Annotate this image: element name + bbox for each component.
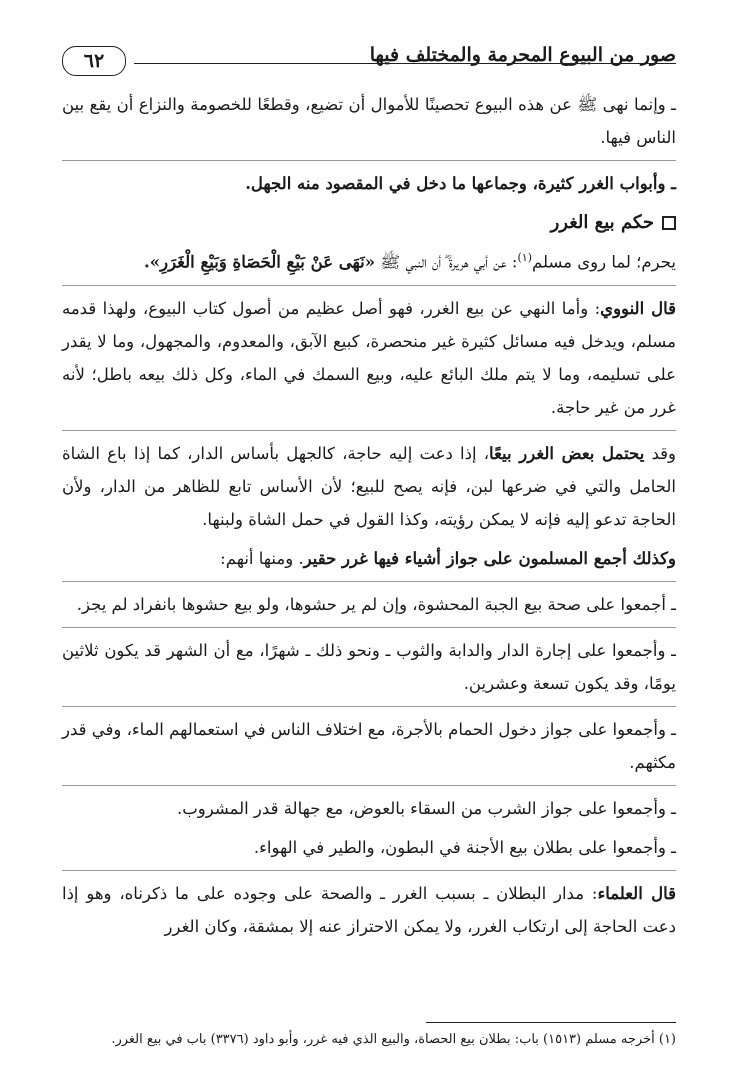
paragraph	[62, 241, 676, 279]
divider	[62, 430, 676, 431]
page-number: ٦٢	[62, 46, 126, 76]
divider	[62, 870, 676, 871]
footnote-reference[interactable]: (١)	[517, 251, 532, 264]
divider	[62, 581, 676, 582]
emphasis: وكذلك أجمع المسلمون على جواز أشياء فيها غرر حقير	[303, 548, 676, 568]
divider	[62, 160, 676, 161]
section-heading	[62, 206, 676, 239]
footnote: (١) أخرجه مسلم (١٥١٣) باب: بطلان بيع الحصاة، والبيع الذي فيه غرر، وأبو داود (٣٣٧٦) باب في بيع الغرر.	[111, 1032, 676, 1047]
scholar-name: قال العلماء	[597, 883, 677, 903]
hadith-quote: «نَهَى عَنْ بَيْعِ الْحَصَاةِ وَبَيْعِ الْغَرَرِ».	[144, 252, 376, 272]
emphasis: يحتمل بعض الغرر بيعًا	[489, 443, 645, 463]
list-item: ـ وأجمعوا على جواز دخول الحمام بالأجرة، مع اختلاف الناس في استعمالهم الماء، وفي قدر مكثهم.	[61, 719, 676, 772]
section-heading-text: حكم بيع الغرر	[550, 212, 654, 233]
square-bullet-icon	[662, 216, 676, 230]
paragraph	[62, 437, 676, 536]
list-item: ـ وأجمعوا على بطلان بيع الأجنة في البطون، والطير في الهواء.	[253, 837, 676, 857]
text-span: : مدار البطلان ـ بسبب الغرر ـ والصحة على وجوده على ما ذكرناه، وهو إذا دعت الحاجة إلى ارتكاب الغرر، ولا يمكن الاحتراز عنه إلا بمشقة، وكان الغرر	[62, 883, 676, 936]
list-item: ـ وأجمعوا على جواز الشرب من السقاء بالعوض، مع جهالة قدر المشروب.	[176, 798, 676, 818]
text-span: ، إذا دعت إليه حاجة، كالجهل بأساس الدار، كما إذا باع الشاة الحامل والتي في ضرعها لبن، فإنه يصح للبيع؛ لأن الأساس تابع للظاهر من الدار، ولأن الحاجة تدعو إليه فإنه لا يمكن رؤيته، وكذا القول في حمل الشاة ولبنها.	[62, 443, 676, 529]
text-span: : وأما النهي عن بيع الغرر، فهو أصل عظيم من أصول كتاب البيوع، ولهذا قدمه مسلم، ويدخل فيه مسائل كثيرة غير منحصرة، كبيع الآبق، والمعدوم، والمجهول، وما لا يقدر على تسليمه، وما لا يتم ملك البائع عليه، وبيع السمك في الماء، وكل ذلك بيعه باطل؛ لأنه غرر من غير حاجة.	[62, 298, 676, 417]
chapter-title: صور من البيوع المحرمة والمختلف فيها	[369, 44, 676, 66]
footnotes	[62, 1022, 676, 1051]
divider	[62, 627, 676, 628]
header-rule	[134, 63, 676, 64]
list-item: ـ أجمعوا على صحة بيع الجبة المحشوة، وإن لم ير حشوها، ولو بيع حشوها بانفراد لم يجز.	[76, 594, 676, 614]
divider	[62, 785, 676, 786]
list-item: ـ وأجمعوا على إجارة الدار والدابة والثوب ـ ونحو ذلك ـ شهرًا، مع أن الشهر قد يكون ثلاثين يومًا، وقد يكون تسعة وعشرين.	[62, 640, 676, 693]
book-page	[62, 30, 676, 1070]
divider	[62, 706, 676, 707]
scholar-name: قال النووي	[600, 298, 676, 318]
paragraph	[62, 292, 676, 424]
divider	[62, 285, 676, 286]
main-text	[62, 88, 676, 949]
text-span: : عن أبي هريرة ؓ أن النبي ﷺ	[375, 252, 518, 272]
paragraph	[62, 877, 676, 943]
footnote-rule	[426, 1022, 676, 1023]
paragraph: ـ وأبواب الغرر كثيرة، وجماعها ما دخل في المقصود منه الجهل.	[245, 174, 676, 193]
page-header	[62, 30, 676, 82]
text-span: وقد	[644, 443, 677, 463]
text-span: . ومنها أنهم:	[220, 548, 304, 568]
paragraph: ـ وإنما نهى ﷺ عن هذه البيوع تحصينًا للأموال أن تضيع، وقطعًا للخصومة والنزاع أن يقع بين الناس فيها.	[62, 95, 676, 147]
text-span: يحرم؛ لما روى مسلم	[532, 252, 676, 272]
paragraph	[62, 542, 676, 575]
